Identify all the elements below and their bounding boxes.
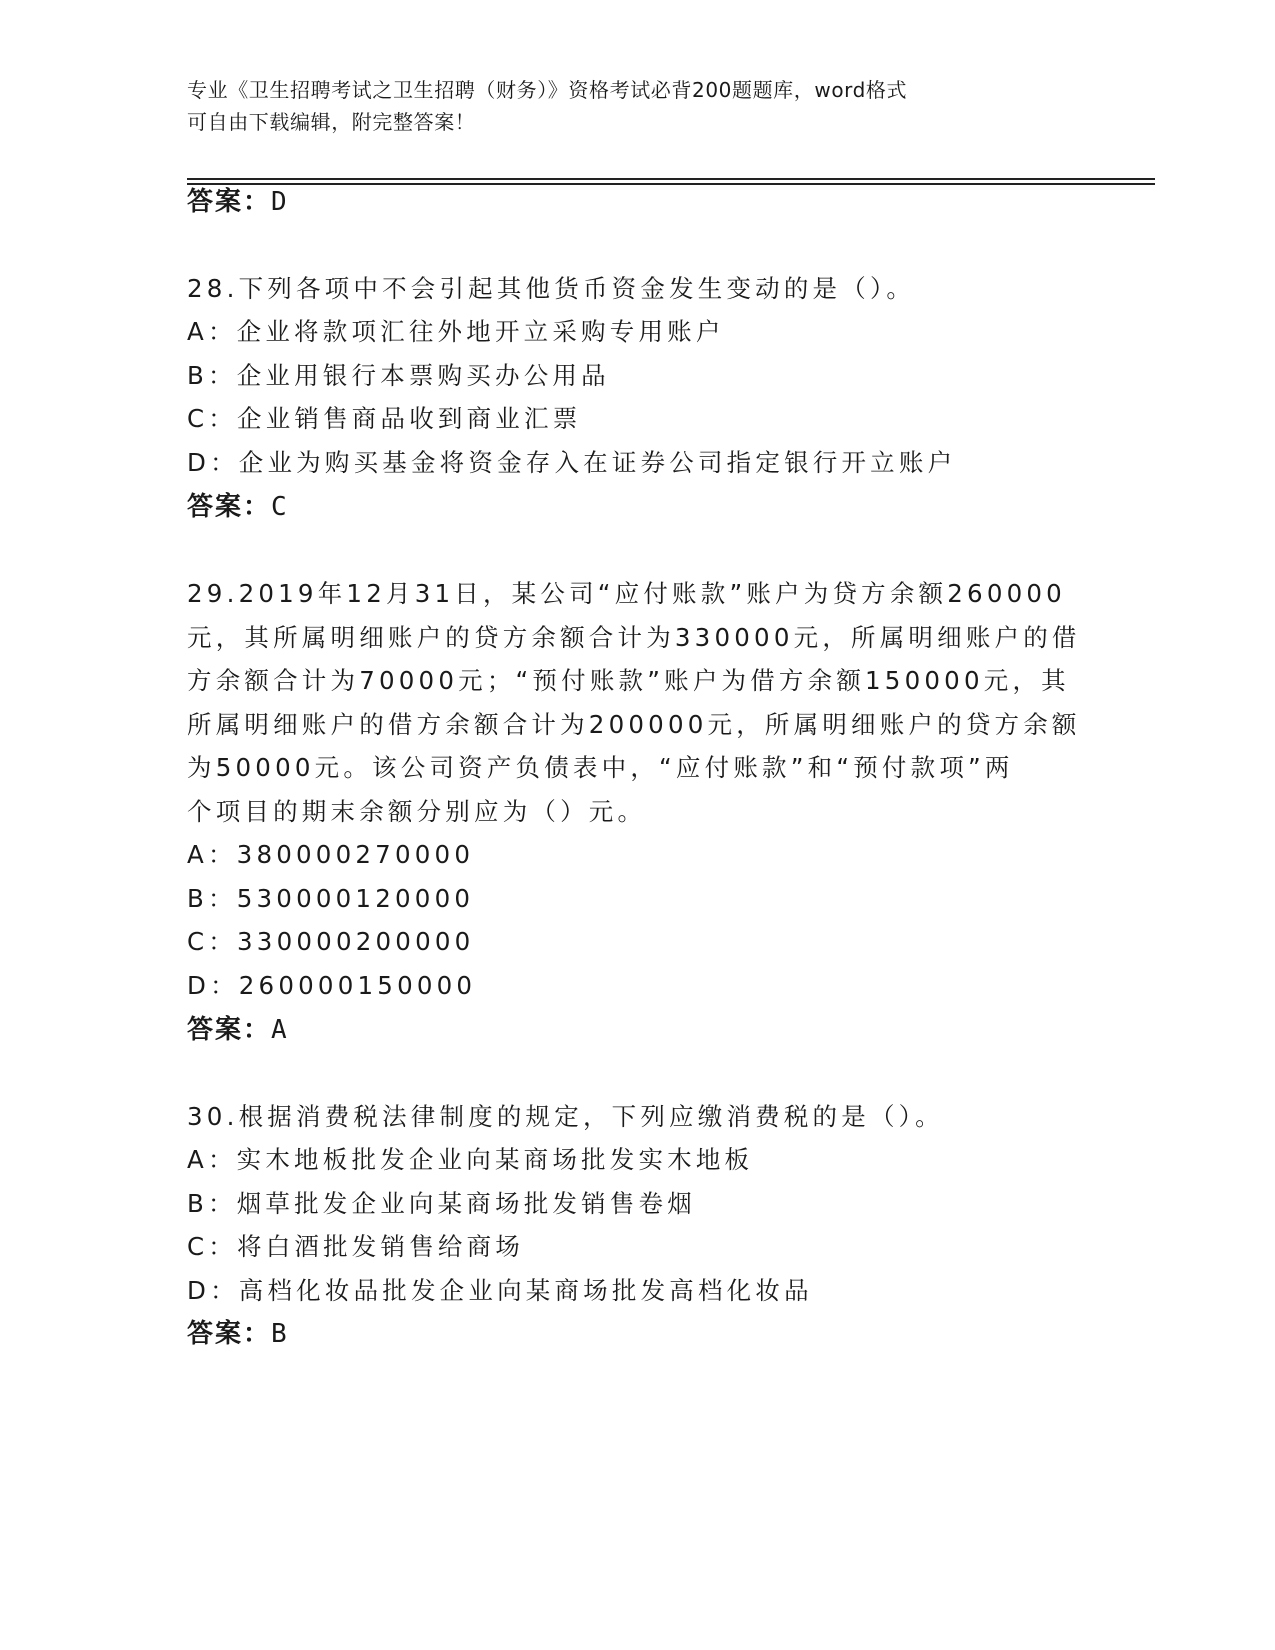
q29-question-line-3: 方余额合计为70000元；“预付账款”账户为借方余额150000元，其 [187,666,1070,695]
q30-option-a: A：实木地板批发企业向某商场批发实木地板 [187,1145,754,1174]
header-line-1: 专业《卫生招聘考试之卫生招聘（财务）》资格考试必背200题题库，word格式 [187,78,908,102]
q29-question-line-5: 为50000元。该公司资产负债表中，“应付账款”和“预付款项”两 [187,753,1014,782]
answer-label: 答案： [187,187,272,217]
document-header [187,74,1067,138]
q30-option-d: D：高档化妆品批发企业向某商场批发高档化妆品 [187,1276,813,1305]
answer-label: 答案： [187,492,272,522]
q29-question-line-4: 所属明细账户的借方余额合计为200000元，所属明细账户的贷方余额 [187,710,1081,739]
q28-answer [187,492,289,522]
q29-option-d: D：260000150000 [187,971,477,1000]
q30-option-c: C：将白酒批发销售给商场 [187,1232,525,1261]
q28-option-d: D：企业为购买基金将资金存入在证券公司指定银行开立账户 [187,448,957,477]
header-divider-bottom [187,183,1155,185]
answer-value: B [271,1319,289,1349]
answer-label: 答案： [187,1015,272,1045]
q30-option-b: B：烟草批发企业向某商场批发销售卷烟 [187,1189,696,1218]
answer-value: D [271,187,289,217]
header-divider-top [187,178,1155,180]
header-line-2: 可自由下载编辑，附完整答案！ [187,110,476,134]
q28-question: 28.下列各项中不会引起其他货币资金发生变动的是（）。 [187,274,916,303]
q28-option-c: C：企业销售商品收到商业汇票 [187,404,582,433]
answer-previous [187,187,289,217]
q29-question-line-1: 29.2019年12月31日，某公司“应付账款”账户为贷方余额260000 [187,579,1066,608]
answer-label: 答案： [187,1319,272,1349]
answer-value: C [271,492,289,522]
q29-option-a: A：380000270000 [187,840,475,869]
q29-question-line-2: 元，其所属明细账户的贷方余额合计为330000元，所属明细账户的借 [187,623,1081,652]
q28-option-b: B：企业用银行本票购买办公用品 [187,361,610,390]
q29-question-line-6: 个项目的期末余额分别应为（）元。 [187,797,647,826]
q30-question: 30.根据消费税法律制度的规定，下列应缴消费税的是（）。 [187,1102,944,1131]
q29-answer [187,1015,289,1045]
q28-option-a: A：企业将款项汇往外地开立采购专用账户 [187,317,725,346]
answer-value: A [271,1015,289,1045]
q29-option-c: C：330000200000 [187,927,475,956]
q30-answer [187,1319,289,1349]
q29-option-b: B：530000120000 [187,884,475,913]
